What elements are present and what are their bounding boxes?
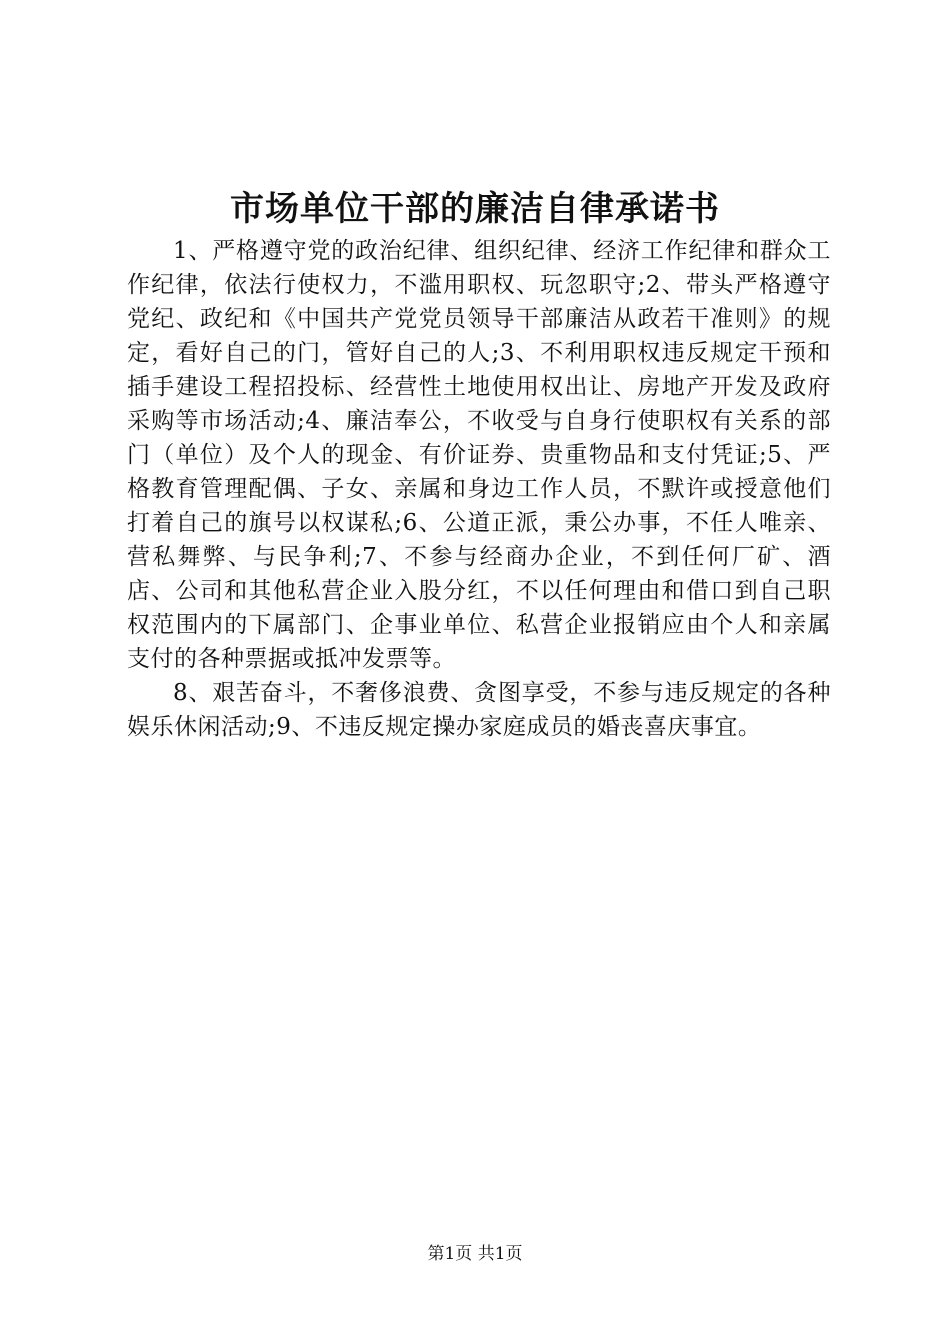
document-body	[127, 234, 831, 744]
paragraph: 1、严格遵守党的政治纪律、组织纪律、经济工作纪律和群众工作纪律，依法行使权力，不滥用职权、玩忽职守;2、带头严格遵守党纪、政纪和《中国共产党党员领导干部廉洁从政若干准则》的规定，看好自己的门，管好自己的人;3、不利用职权违反规定干预和插手建设工程招投标、经营性土地使用权出让、房地产开发及政府采购等市场活动;4、廉洁奉公，不收受与自身行使职权有关系的部门（单位）及个人的现金、有价证券、贵重物品和支付凭证;5、严格教育管理配偶、子女、亲属和身边工作人员，不默许或授意他们打着自己的旗号以权谋私;6、公道正派，秉公办事，不任人唯亲、营私舞弊、与民争利;7、不参与经商办企业，不到任何厂矿、酒店、公司和其他私营企业入股分红，不以任何理由和借口到自己职权范围内的下属部门、企事业单位、私营企业报销应由个人和亲属支付的各种票据或抵冲发票等。	[127, 238, 831, 672]
page-number-footer: 第1页 共1页	[427, 1244, 523, 1264]
document-title: 市场单位干部的廉洁自律承诺书	[230, 189, 720, 229]
paragraph: 8、艰苦奋斗，不奢侈浪费、贪图享受，不参与违反规定的各种娱乐休闲活动;9、不违反规定操办家庭成员的婚丧喜庆事宜。	[127, 680, 831, 740]
